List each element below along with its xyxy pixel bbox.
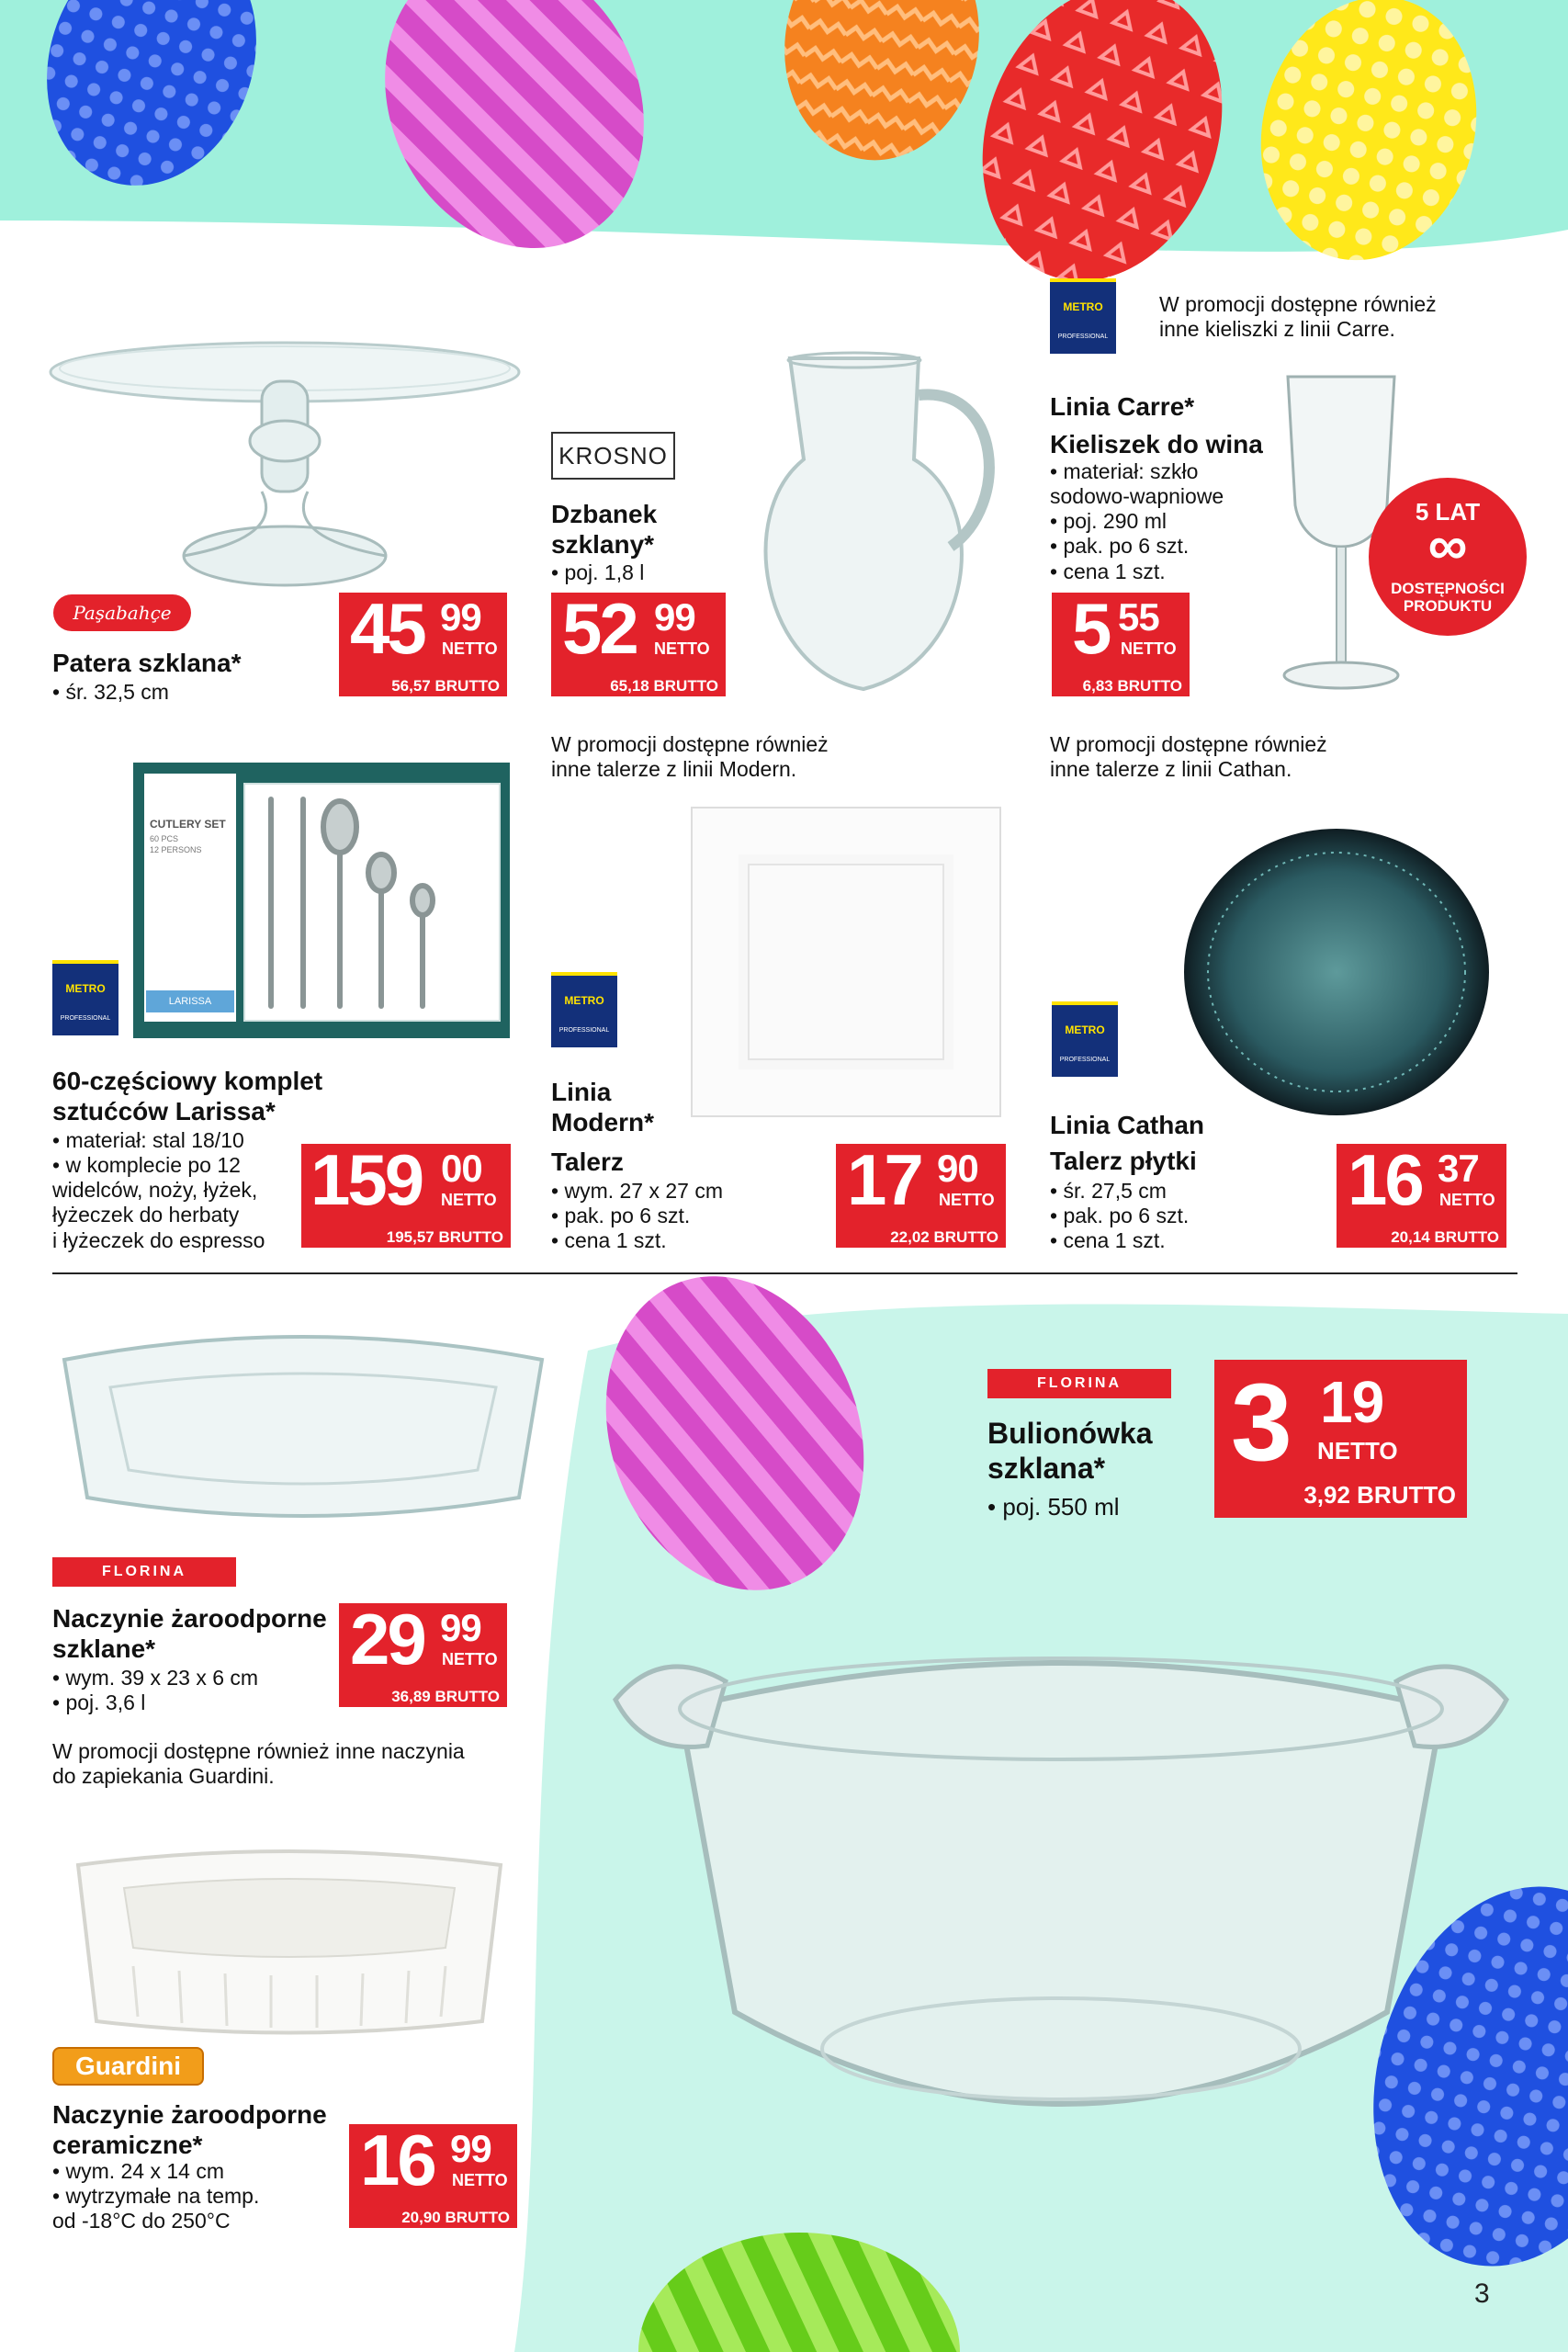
ceramic-baking-dish-image — [60, 1828, 519, 2049]
cathan-title: Linia Cathan Talerz płytki — [1050, 1111, 1205, 1176]
dzbanek-specs: • poj. 1,8 l — [551, 560, 644, 585]
naczynie-ceramiczne-specs: • wym. 24 x 14 cm • wytrzymałe na temp. od -18°C do 250°C — [52, 2159, 259, 2233]
cutlery-set-image: CUTLERY SET 60 PCS 12 PERSONS LARISSA — [133, 763, 510, 1038]
price-netto-label: NETTO — [1439, 1191, 1495, 1209]
cathan-specs: • śr. 27,5 cm • pak. po 6 szt. • cena 1 szt. — [1050, 1179, 1189, 1253]
metro-professional-logo: METRO PROFESSIONAL — [1052, 1001, 1118, 1077]
availability-label: DOSTĘPNOŚCI PRODUKTU — [1391, 580, 1505, 615]
price-cents: 19 — [1320, 1369, 1384, 1435]
modern-title: Linia Modern* — [551, 1078, 654, 1137]
price-brutto: 6,83 BRUTTO — [1082, 677, 1182, 695]
page-number: 3 — [1474, 2278, 1490, 2309]
price-netto-label: NETTO — [1317, 1437, 1398, 1464]
price-cents: 99 — [440, 1606, 481, 1649]
section-divider — [52, 1272, 1517, 1274]
price-main: 3 — [1231, 1361, 1290, 1484]
bulionowka-specs: • poj. 550 ml — [987, 1493, 1120, 1521]
price-main: 16 — [1348, 1144, 1422, 1220]
price-brutto: 3,92 BRUTTO — [1303, 1481, 1456, 1509]
metro-professional-logo: METRO PROFESSIONAL — [1050, 278, 1116, 354]
sztucce-title: 60-częściowy komplet sztućców Larissa* — [52, 1067, 323, 1126]
five-years-availability-badge — [1369, 478, 1527, 636]
glass-jug-image — [726, 349, 1010, 698]
price-cents: 00 — [441, 1147, 482, 1190]
pasabahce-logo: Paşabahçe — [53, 594, 191, 631]
modern-price-badge — [836, 1144, 1006, 1248]
price-cents: 99 — [654, 595, 695, 639]
price-main: 5 — [1072, 593, 1110, 669]
price-netto-label: NETTO — [442, 639, 498, 658]
cathan-price-badge — [1337, 1144, 1506, 1248]
naczynie-ceramiczne-title: Naczynie żaroodporne ceramiczne* — [52, 2100, 327, 2160]
price-brutto: 65,18 BRUTTO — [610, 677, 718, 695]
bulionowka-title: Bulionówka szklana* — [987, 1417, 1153, 1485]
price-cents: 90 — [937, 1147, 978, 1190]
metro-professional-logo: METRO PROFESSIONAL — [551, 972, 617, 1047]
price-cents: 37 — [1438, 1147, 1479, 1190]
five-years-label: 5 LAT — [1415, 498, 1481, 526]
infinity-icon: ∞ — [1427, 514, 1468, 576]
price-netto-label: NETTO — [452, 2171, 508, 2189]
patera-specs: • śr. 32,5 cm — [52, 680, 169, 705]
round-plate-image — [1180, 825, 1493, 1119]
price-netto-label: NETTO — [441, 1191, 497, 1209]
florina-logo: FLORINA — [987, 1369, 1171, 1398]
price-main: 52 — [562, 593, 637, 669]
price-brutto: 36,89 BRUTTO — [391, 1688, 500, 1705]
dzbanek-title: Dzbanek szklany* — [551, 500, 658, 560]
naczynie-szklane-title: Naczynie żaroodporne szklane* — [52, 1604, 327, 1664]
price-netto-label: NETTO — [442, 1650, 498, 1668]
price-brutto: 20,14 BRUTTO — [1391, 1228, 1499, 1246]
price-main: 45 — [350, 593, 424, 669]
sztucce-specs: • materiał: stal 18/10 • w komplecie po 12 widelców, noży, łyżek, łyżeczek do herbaty i łyżeczek do espresso — [52, 1128, 265, 1253]
cutlery-box-title: CUTLERY SET — [150, 818, 226, 831]
naczynie-szklane-price-badge — [339, 1603, 507, 1707]
cutlery-box-label: LARISSA — [146, 990, 234, 1012]
price-main: 17 — [847, 1144, 921, 1220]
price-brutto: 56,57 BRUTTO — [391, 677, 500, 695]
sztucce-price-badge — [301, 1144, 511, 1248]
price-main: 16 — [360, 2124, 434, 2200]
naczynie-szklane-specs: • wym. 39 x 23 x 6 cm • poj. 3,6 l — [52, 1666, 258, 1715]
price-main: 159 — [310, 1144, 423, 1220]
dzbanek-price-badge — [551, 593, 726, 696]
guardini-promo-note: W promocji dostępne również inne naczynia do zapiekania Guardini. — [52, 1739, 465, 1789]
patera-title: Patera szklana* — [52, 649, 242, 677]
florina-logo: FLORINA — [52, 1557, 236, 1587]
price-brutto: 22,02 BRUTTO — [890, 1228, 998, 1246]
naczynie-ceramiczne-price-badge — [349, 2124, 517, 2228]
price-netto-label: NETTO — [654, 639, 710, 658]
price-cents: 99 — [450, 2127, 491, 2170]
price-cents: 99 — [440, 595, 481, 639]
kieliszek-specs: • materiał: szkło sodowo-wapniowe • poj. 290 ml • pak. po 6 szt. • cena 1 szt. — [1050, 459, 1224, 584]
price-brutto: 195,57 BRUTTO — [386, 1228, 503, 1246]
modern-specs: • wym. 27 x 27 cm • pak. po 6 szt. • cena 1 szt. — [551, 1179, 723, 1253]
kieliszek-promo-note: W promocji dostępne również inne kieliszki z linii Carre. — [1159, 292, 1437, 342]
glass-bowl-image — [579, 1626, 1543, 2150]
price-brutto: 20,90 BRUTTO — [401, 2209, 510, 2226]
modern-promo-note: W promocji dostępne również inne talerze z linii Modern. — [551, 732, 829, 782]
square-plate-image — [691, 807, 1001, 1117]
price-cents: 55 — [1118, 595, 1159, 639]
glass-baking-dish-image — [46, 1323, 560, 1534]
price-netto-label: NETTO — [939, 1191, 995, 1209]
cutlery-icon — [253, 790, 491, 1020]
price-netto-label: NETTO — [1121, 639, 1177, 658]
kieliszek-price-badge — [1052, 593, 1190, 696]
bulionowka-price-badge — [1214, 1360, 1467, 1518]
modern-subtitle: Talerz — [551, 1148, 624, 1176]
patera-price-badge — [339, 593, 507, 696]
krosno-logo: KROSNO — [551, 432, 675, 480]
price-main: 29 — [350, 1603, 424, 1679]
metro-professional-logo: METRO PROFESSIONAL — [52, 960, 118, 1035]
guardini-logo: Guardini — [52, 2047, 204, 2086]
cake-stand-image — [41, 326, 528, 602]
cathan-promo-note: W promocji dostępne również inne talerze z linii Cathan. — [1050, 732, 1327, 782]
kieliszek-title: Linia Carre* Kieliszek do wina — [1050, 392, 1263, 458]
